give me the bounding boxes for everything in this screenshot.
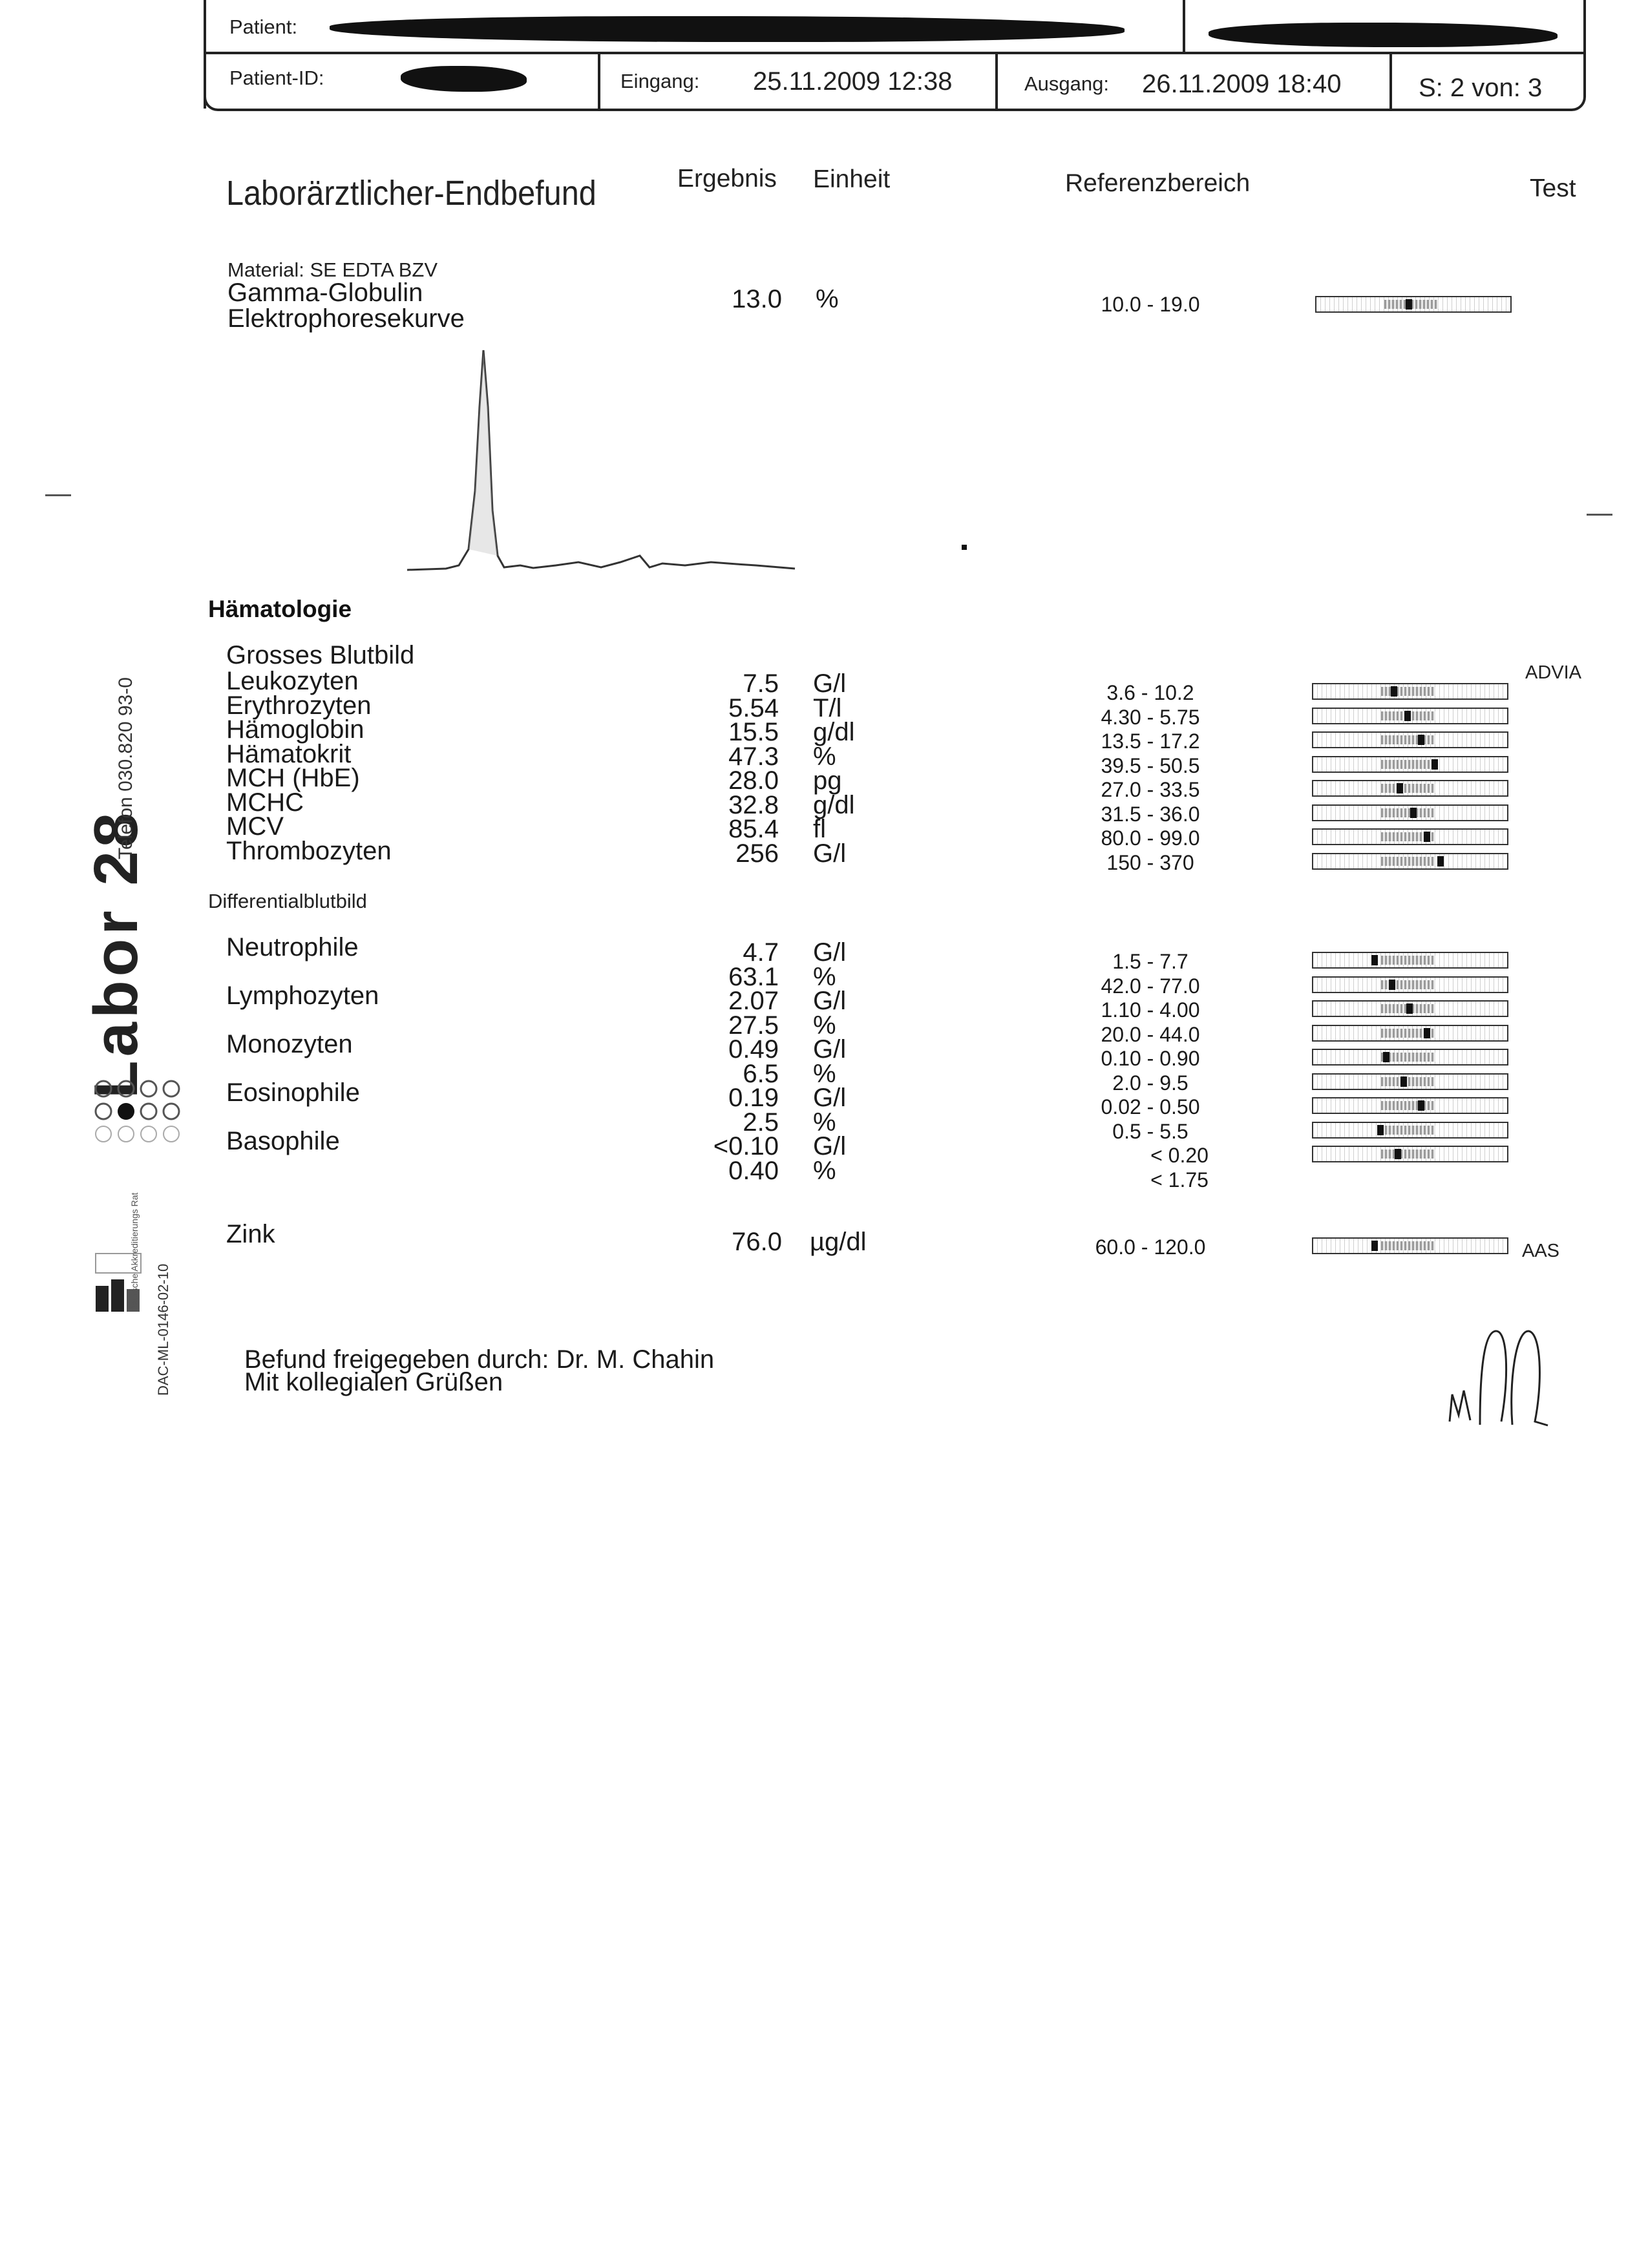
table-row-unit: G/l [813,1132,847,1160]
zink-value: 76.0 [732,1228,782,1256]
redacted-patient-name [330,16,1125,42]
table-row-value: 63.1 [728,962,779,991]
table-row-name: MCH (HbE) [226,764,360,792]
eingang-value: 25.11.2009 12:38 [753,67,953,96]
table-row-ref: 0.02 - 0.50 [1101,1095,1200,1118]
table-row-name: Leukozyten [226,667,359,695]
table-row-value: <0.10 [713,1132,779,1160]
table-row-ref: 13.5 - 17.2 [1101,730,1200,753]
haematologie-title: Hämatologie [208,596,352,622]
table-row-name: Eosinophile [226,1078,360,1107]
advia-method: ADVIA [1525,662,1582,683]
table-row-unit: G/l [813,938,847,967]
header-divider [204,52,1583,54]
table-row-ref: 31.5 - 36.0 [1101,802,1200,826]
table-row-value: 28.0 [728,766,779,795]
redacted-patient-id [401,66,527,92]
table-row-ref: 2.0 - 9.5 [1112,1071,1188,1095]
table-row-ref: 27.0 - 33.5 [1101,778,1200,801]
reference-bar [1312,731,1508,748]
reference-bar [1312,804,1508,821]
reference-bar [1312,853,1508,870]
column-referenzbereich: Referenzbereich [1065,169,1251,197]
redacted-patient-info [1209,23,1558,47]
ausgang-label: Ausgang: [1024,72,1109,95]
table-row-value: 15.5 [728,718,779,746]
differential-title: Differentialblutbild [208,890,367,912]
table-row-unit: pg [813,766,842,795]
page-indicator: S: 2 von: 3 [1419,74,1543,102]
reference-bar [1312,1122,1508,1139]
reference-bar [1312,1237,1508,1254]
lab-logo-strip [65,620,194,1460]
reference-bar [1312,756,1508,773]
column-einheit: Einheit [813,165,891,193]
table-row-unit: % [813,1011,836,1040]
header-divider [995,52,998,111]
reference-bar [1312,828,1508,845]
grosses-blutbild-label: Grosses Blutbild [226,641,415,669]
table-row-value: 0.19 [728,1084,779,1112]
table-row-value: 27.5 [728,1011,779,1040]
table-row-name: Lymphozyten [226,982,379,1010]
column-test: Test [1530,174,1576,202]
table-row-ref: 1.5 - 7.7 [1112,950,1188,973]
signature [1444,1318,1574,1428]
table-row-ref: 42.0 - 77.0 [1101,974,1200,998]
table-row-ref: 4.30 - 5.75 [1101,705,1200,729]
aas-method: AAS [1522,1241,1560,1261]
accreditation-body: Deutsche Akkreditierungs Rat [129,1192,140,1312]
table-row-unit: G/l [813,669,847,698]
eingang-label: Eingang: [620,70,700,92]
reference-bar [1312,708,1508,724]
table-row-unit: G/l [813,1035,847,1064]
table-row-name: Basophile [226,1127,340,1155]
lab-logo: Labor 28 [81,808,151,1098]
accreditation-number: DAC-ML-0146-02-10 [155,1263,171,1396]
scan-speck [962,545,967,550]
material-label: Material: SE EDTA BZV [227,258,438,281]
reference-bar [1312,1097,1508,1114]
column-ergebnis: Ergebnis [677,165,777,193]
table-row-unit: g/dl [813,718,855,746]
electrophoresis-curve [407,342,821,582]
table-row-name: Erythrozyten [226,691,372,720]
albumin-peak-fill [469,350,498,556]
table-row-ref: < 1.75 [1150,1168,1209,1192]
table-row-value: 2.5 [743,1108,779,1137]
table-row-value: 0.40 [728,1156,779,1185]
zink-name: Zink [226,1220,275,1248]
zink-unit: µg/dl [810,1228,867,1256]
reference-bar [1312,1025,1508,1042]
reference-bar [1312,1049,1508,1066]
gamma-globulin-ref: 10.0 - 19.0 [1101,293,1200,316]
scan-mark [45,494,71,496]
gamma-globulin-unit: % [816,285,839,313]
table-row-value: 32.8 [728,790,779,819]
table-row-name: Thrombozyten [226,836,392,865]
table-row-name: MCHC [226,788,304,817]
reference-bar [1312,976,1508,993]
signature-stroke [1450,1331,1548,1425]
report-title: Laborärztlicher-Endbefund [226,174,597,213]
zink-ref: 60.0 - 120.0 [1095,1235,1206,1259]
dots-logo-icon [90,1076,194,1147]
ausgang-value: 26.11.2009 18:40 [1142,70,1342,98]
table-row-value: 256 [735,839,779,868]
table-row-value: 6.5 [743,1059,779,1088]
table-row-unit: fl [813,815,826,843]
table-row-ref: 39.5 - 50.5 [1101,753,1200,777]
table-row-unit: % [813,742,836,771]
gamma-globulin-value: 13.0 [732,285,782,313]
reference-bar [1312,780,1508,797]
released-by: Befund freigegeben durch: Dr. M. Chahin [244,1345,715,1374]
table-row-ref: 0.5 - 5.5 [1112,1119,1188,1143]
reference-bar [1312,1000,1508,1017]
table-row-unit: G/l [813,987,847,1015]
header-divider [598,52,600,111]
table-row-ref: 1.10 - 4.00 [1101,998,1200,1022]
reference-bar [1315,296,1512,313]
table-row-ref: < 0.20 [1150,1144,1209,1167]
table-row-unit: g/dl [813,790,855,819]
table-row-name: Monozyten [226,1030,353,1058]
patient-id-label: Patient-ID: [229,67,324,89]
report-header [204,0,1583,113]
table-row-unit: % [813,1059,836,1088]
table-row-value: 2.07 [728,987,779,1015]
table-row-value: 0.49 [728,1035,779,1064]
table-row-value: 7.5 [743,669,779,698]
table-row-unit: % [813,1108,836,1137]
table-row-unit: T/l [813,693,842,722]
table-row-unit: G/l [813,1084,847,1112]
reference-bar [1312,1146,1508,1162]
header-divider [1183,0,1185,53]
table-row-value: 85.4 [728,815,779,843]
header-divider [1389,52,1392,111]
table-row-value: 4.7 [743,938,779,967]
greeting: Mit kollegialen Grüßen [244,1368,503,1396]
table-row-ref: 20.0 - 44.0 [1101,1022,1200,1046]
reference-bar [1312,952,1508,969]
header-divider [204,0,206,109]
table-row-ref: 3.6 - 10.2 [1106,681,1194,704]
reference-bar [1312,683,1508,700]
electrophoresis-curve-label: Elektrophoresekurve [227,304,465,333]
table-row-ref: 150 - 370 [1106,850,1194,874]
reference-bar [1312,1073,1508,1090]
gamma-globulin-name: Gamma-Globulin [227,278,423,307]
table-row-ref: 80.0 - 99.0 [1101,826,1200,850]
table-row-unit: % [813,1156,836,1185]
table-row-name: Neutrophile [226,933,359,961]
scan-mark [1587,514,1612,516]
table-row-name: Hämatokrit [226,739,352,768]
curve-line [407,350,795,570]
table-row-name: MCV [226,812,284,841]
table-row-ref: 0.10 - 0.90 [1101,1047,1200,1070]
patient-label: Patient: [229,16,298,38]
table-row-name: Hämoglobin [226,715,364,744]
lab-phone: Telefon 030.820 93-0 [115,677,136,859]
table-row-value: 47.3 [728,742,779,771]
table-row-value: 5.54 [728,693,779,722]
table-row-unit: % [813,962,836,991]
table-row-unit: G/l [813,839,847,868]
accreditation-emblem-icon [90,1241,149,1318]
